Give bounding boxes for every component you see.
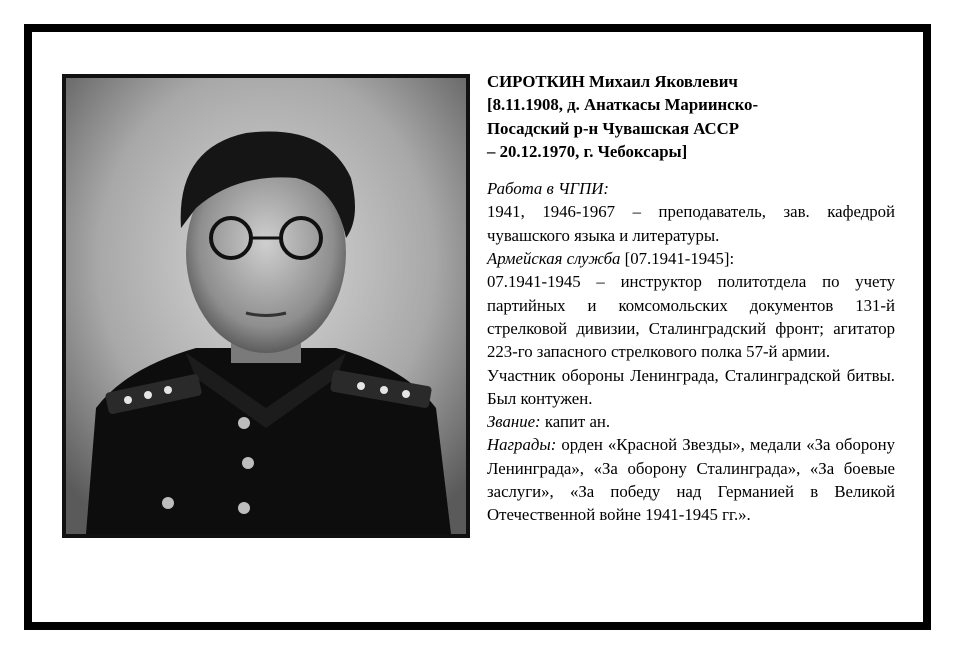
- rank-heading: Звание:: [487, 412, 541, 432]
- rank-value: капит ан.: [544, 412, 611, 432]
- portrait-photo: [62, 74, 470, 538]
- army-period: [07.1941-1945]:: [624, 249, 735, 269]
- work-heading: Работа в ЧГПИ:: [487, 179, 609, 199]
- army-heading: Армейская служба: [487, 249, 621, 269]
- person-dates-line: – 20.12.1970, г. Чебоксары]: [487, 141, 688, 161]
- card-frame: [24, 24, 931, 630]
- portrait-image: [66, 78, 466, 534]
- person-dates-line: [8.11.1908, д. Анаткасы Мариинско-: [487, 95, 759, 115]
- person-name: СИРОТКИН Михаил Яковлевич: [487, 72, 738, 91]
- awards-heading: Награды:: [487, 435, 557, 455]
- work-text: 1941, 1946-1967 – преподаватель, зав. кафедрой чувашского языка и литературы.: [487, 202, 895, 245]
- army-participation: Участник обороны Ленинграда, Сталинградской битвы. Был контужен.: [487, 365, 895, 408]
- army-heading-line: [487, 247, 895, 270]
- person-dates-line: Посадский р-н Чувашская АССР: [487, 118, 740, 138]
- rank-line: [487, 410, 895, 433]
- army-text: 07.1941-1945 – инструктор политотдела по учету партийных и комсомольских документов 131-й стрелковой дивизии, Сталинградский фронт; агитатор 223-го запасного стрелкового полка 57-й армии.: [487, 272, 895, 362]
- awards-text: орден «Красной Звезды», медали «За оборону Ленинграда», «За оборону Сталинграда», «За боевые заслуги», «За победу над Германией в Великой Отечественной войне 1941-1945 гг.».: [487, 435, 896, 525]
- biography-text: [487, 70, 895, 527]
- awards-line: [487, 433, 895, 526]
